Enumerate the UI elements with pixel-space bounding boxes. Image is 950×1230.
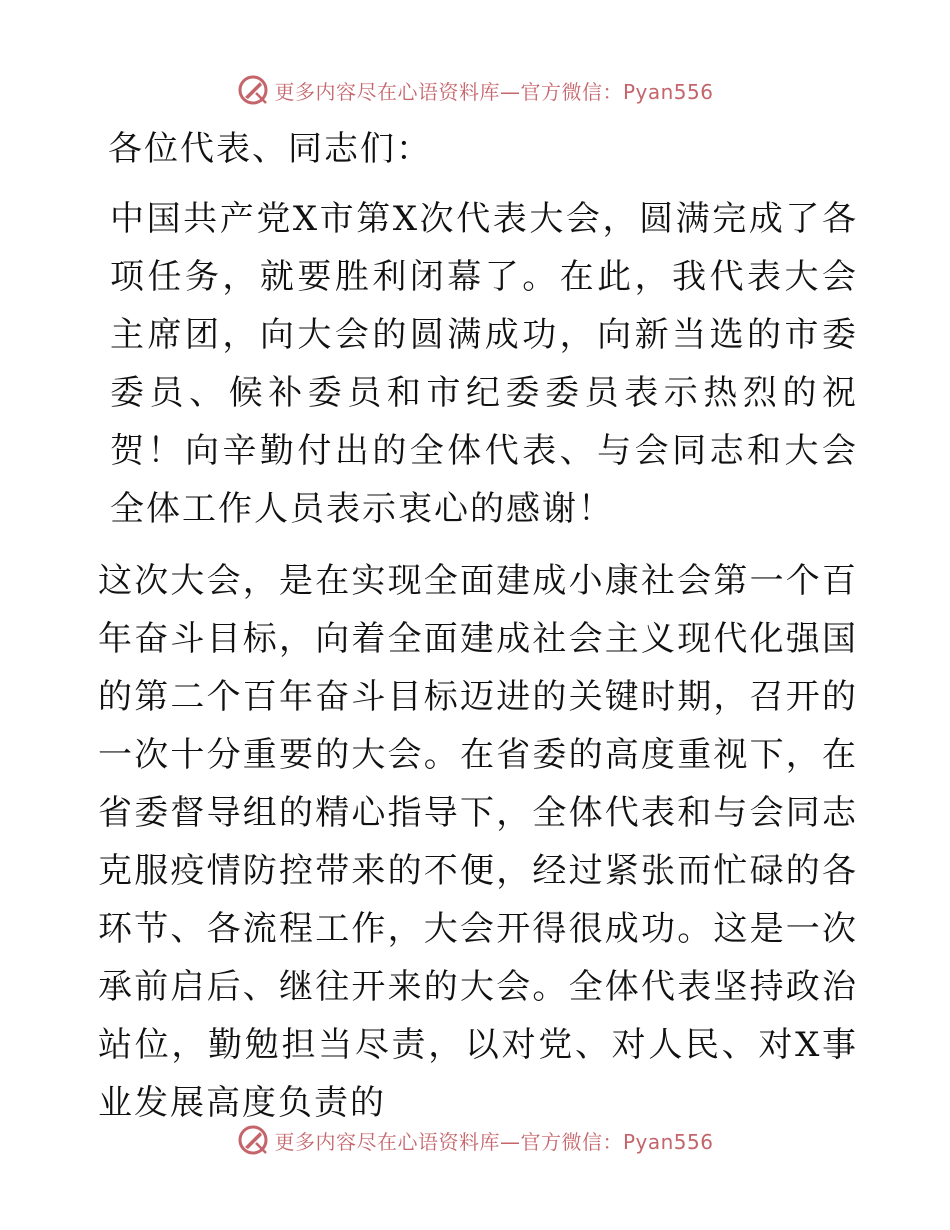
watermark-text: 更多内容尽在心语资料库—官方微信：Pyan556 <box>274 1129 714 1154</box>
watermark-text: 更多内容尽在心语资料库—官方微信：Pyan556 <box>274 79 714 104</box>
greeting: 各位代表、同志们： <box>108 129 432 169</box>
quill-logo-icon <box>236 1123 270 1157</box>
paragraph-1: 中国共产党X市第X次代表大会，圆满完成了各项任务，就要胜利闭幕了。在此，我代表大会主席团，向大会的圆满成功，向新当选的市委委员、候补委员和市纪委委员表示热烈的祝贺！向辛勤付出的全体代表、与会同志和大会全体工作人员表示衷心的感谢！ <box>110 199 858 529</box>
paragraph-2: 这次大会，是在实现全面建成小康社会第一个百年奋斗目标，向着全面建成社会主义现代化强国的第二个百年奋斗目标迈进的关键时期，召开的一次十分重要的大会。在省委的高度重视下，在省委督导组的精心指导下，全体代表和与会同志克服疫情防控带来的不便，经过紧张而忙碌的各环节、各流程工作，大会开得很成功。这是一次承前启后、继往开来的大会。全体代表坚持政治站位，勤勉担当尽责，以对党、对人民、对X事业发展高度负责的 <box>98 561 858 1123</box>
header-watermark <box>0 70 950 110</box>
document-body <box>98 120 858 1132</box>
footer-watermark <box>0 1120 950 1160</box>
quill-logo-icon <box>236 73 270 107</box>
